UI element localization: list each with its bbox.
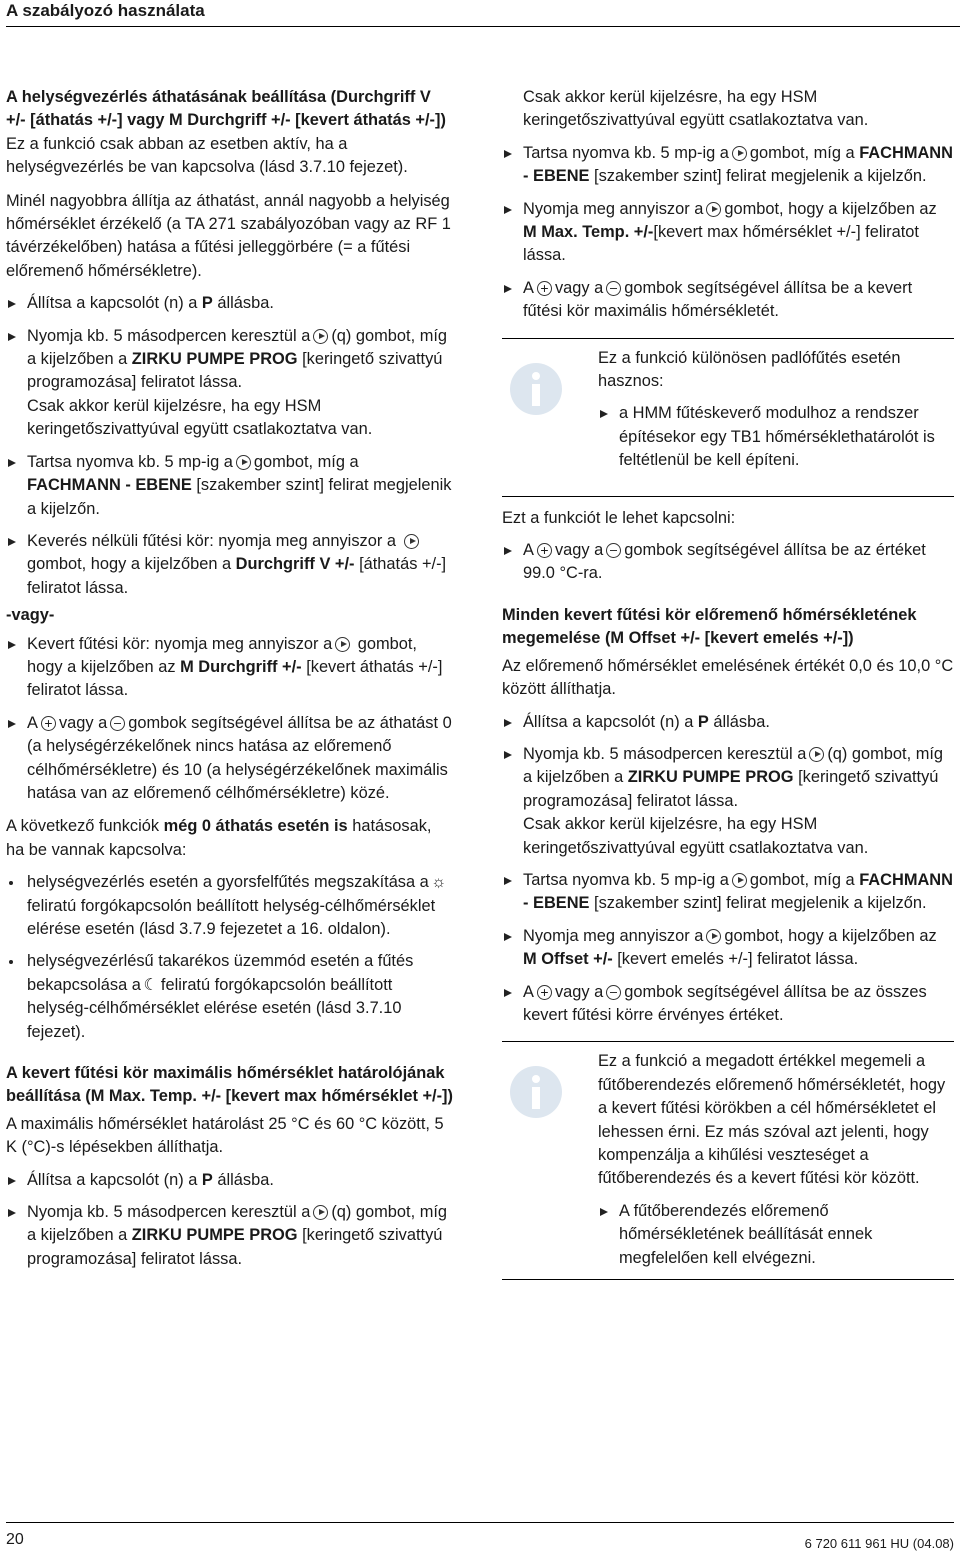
step-item: Kevert fűtési kör: nyomja meg annyiszor a gombot, hogy a kijelzőben az M Durchgriff +/- [kevert áthatás +/-] feliratot lássa. xyxy=(6,633,454,703)
info-step-item: a HMM fűtéskeverő modulhoz a rendszer építésekor egy TB1 hőmérséklethatárolót is feltétlenül be kell építeni. xyxy=(598,402,954,472)
or-separator: -vagy- xyxy=(6,606,55,625)
paragraph: Ezt a funkciót le lehet kapcsolni: xyxy=(502,508,736,527)
step-item: A+ vagy a gombok segítségével állítsa be az áthatást 0 (a helységérzékelőnek nincs hatása az előremenő célhőmérsékletre) és 10 (a helységérzékelőnek maximális hatása van az előremenő célhőmérsékletre) közé. xyxy=(6,712,454,806)
info-icon xyxy=(510,1066,562,1118)
info-icon xyxy=(510,363,562,415)
page-number: 20 xyxy=(6,1531,24,1548)
step-item: Nyomja kb. 5 másodpercen keresztül a (q) gombot, míg a kijelzőben a ZIRKU PUMPE PROG [keringető szivattyú programozása] feliratot lássa. xyxy=(6,1201,454,1271)
step-item: Állítsa a kapcsolót (n) a P állásba. xyxy=(6,1169,454,1192)
plus-button-icon xyxy=(537,985,552,1000)
info-step-item: A fűtőberendezés előremenő hőmérsékletének beállítását ennek megfelelően kell elvégezni. xyxy=(598,1200,954,1270)
sun-icon: ☼ xyxy=(431,873,447,892)
info-note-box xyxy=(502,1041,954,1280)
forward-button-icon xyxy=(732,146,747,161)
right-column xyxy=(502,86,954,1280)
plus-button-icon xyxy=(41,716,56,731)
step-item: Tartsa nyomva kb. 5 mp-ig a gombot, míg a FACHMANN - EBENE [szakember szint] felirat megjelenik a kijelzőn. xyxy=(6,451,454,521)
minus-button-icon xyxy=(110,716,125,731)
forward-button-icon xyxy=(313,329,328,344)
moon-icon: ☾ xyxy=(143,975,159,994)
info-text: Ez a funkció különösen padlófűtés esetén hasznos: xyxy=(598,348,901,391)
info-note-box xyxy=(502,338,954,497)
heading-room-influence: A helységvezérlés áthatásának beállítása (Durchgriff V +/- [áthatás +/-] vagy M Durchgriff +/- [kevert áthatás +/-]) xyxy=(6,88,446,130)
paragraph: A következő funkciók még 0 áthatás esetén is hatásosak, ha be vannak kapcsolva: xyxy=(6,817,432,859)
forward-button-icon xyxy=(706,202,721,217)
list-item: helységvezérlés esetén a gyorsfelfűtés megszakítása a ☼feliratú forgókapcsolón beállított helység-célhőmérséklet elérése esetén (lásd 3.7.9 fejezetet a 16. oldalon). xyxy=(6,871,454,941)
minus-button-icon xyxy=(606,281,621,296)
forward-button-icon xyxy=(404,534,419,549)
step-item: Tartsa nyomva kb. 5 mp-ig a gombot, míg a FACHMANN - EBENE [szakember szint] felirat megjelenik a kijelzőn. xyxy=(502,869,954,916)
step-item: Nyomja meg annyiszor a gombot, hogy a kijelzőben az M Offset +/- [kevert emelés +/-] feliratot lássa. xyxy=(502,925,954,972)
document-code: 6 720 611 961 HU (04.08) xyxy=(804,1536,954,1551)
paragraph: A maximális hőmérséklet határolást 25 °C és 60 °C között, 5 K (°C)-s lépésekben állíthatja. xyxy=(6,1114,444,1157)
step-item: Keverés nélküli fűtési kör: nyomja meg annyiszor a gombot, hogy a kijelzőben a Durchgriff V +/- [áthatás +/-] feliratot lássa. xyxy=(6,530,454,600)
step-item: Nyomja kb. 5 másodpercen keresztül a (q) gombot, míg a kijelzőben a ZIRKU PUMPE PROG [keringető szivattyú programozása] feliratot lássa. Csak akkor kerül kijelzésre, ha egy HSM keringetőszivattyúval együtt csatlakoztatva van. xyxy=(6,325,454,442)
forward-button-icon xyxy=(732,873,747,888)
left-column xyxy=(6,86,454,1271)
paragraph: Minél nagyobbra állítja az áthatást, annál nagyobb a helyiség hőmérséklet érzékelő (a TA 271 szabályozóban vagy az RF 1 távérzékelőben) hatása a fűtési jelleggörbére (= a fűtési előremenő hőmérsékletre). xyxy=(6,191,451,280)
step-item: Állítsa a kapcsolót (n) a P állásba. xyxy=(502,711,954,734)
forward-button-icon xyxy=(313,1205,328,1220)
minus-button-icon xyxy=(606,985,621,1000)
step-item: Nyomja meg annyiszor a gombot, hogy a kijelzőben az M Max. Temp. +/-[kevert max hőmérséklet +/-] feliratot lássa. xyxy=(502,198,954,268)
heading-offset: Minden kevert fűtési kör előremenő hőmérsékletének megemelése (M Offset +/- [kevert emelés +/-]) xyxy=(502,605,917,648)
plus-button-icon xyxy=(537,543,552,558)
step-item: Nyomja kb. 5 másodpercen keresztül a (q) gombot, míg a kijelzőben a ZIRKU PUMPE PROG [keringető szivattyú programozása] feliratot lássa. Csak akkor kerül kijelzésre, ha egy HSM keringetőszivattyúval együtt csatlakoztatva van. xyxy=(502,743,954,860)
plus-button-icon xyxy=(537,281,552,296)
paragraph: Csak akkor kerül kijelzésre, ha egy HSM keringetőszivattyúval együtt csatlakoztatva van. xyxy=(523,88,869,130)
step-item: A+ vagy a gombok segítségével állítsa be az értéket 99.0 °C-ra. xyxy=(502,539,954,586)
step-item: Állítsa a kapcsolót (n) a P állásba. xyxy=(6,292,454,315)
list-item: helységvezérlésű takarékos üzemmód esetén a fűtés bekapcsolása a ☾ feliratú forgókapcsolón beállított helység-célhőmérséklet elérése esetén (lásd 3.7.10 fejezet). xyxy=(6,950,454,1044)
forward-button-icon xyxy=(809,747,824,762)
forward-button-icon xyxy=(236,455,251,470)
forward-button-icon xyxy=(335,637,350,652)
page-footer xyxy=(6,1522,954,1553)
info-text: Ez a funkció a megadott értékkel megemeli a fűtőberendezés előremenő hőmérsékletét, hogy a kevert fűtési körökben a cél hőmérsékletet el lehessen érni. Ez más szóval azt jelenti, hogy kompenzálja a kihűlési veszteséget a fűtőberendezés és a kevert fűtési kör között. xyxy=(598,1052,946,1188)
section-title: A szabályozó használata xyxy=(6,1,205,20)
step-item: A+ vagy a gombok segítségével állítsa be a kevert fűtési kör maximális hőmérsékletét. xyxy=(502,277,954,324)
step-item: Tartsa nyomva kb. 5 mp-ig a gombot, míg a FACHMANN - EBENE [szakember szint] felirat megjelenik a kijelzőn. xyxy=(502,142,954,189)
heading-max-temp: A kevert fűtési kör maximális hőmérséklet határolójának beállítása (M Max. Temp. +/- [kevert max hőmérséklet +/-]) xyxy=(6,1064,453,1106)
paragraph: Az előremenő hőmérséklet emelésének értékét 0,0 és 10,0 °C között állíthatja. xyxy=(502,656,954,699)
page-header xyxy=(6,0,960,27)
step-item: A+ vagy a gombok segítségével állítsa be az összes kevert fűtési körre érvényes értéket. xyxy=(502,981,954,1028)
paragraph: Ez a funkció csak abban az esetben aktív, ha a helységvezérlés be van kapcsolva (lásd 3.7.10 fejezet). xyxy=(6,134,408,177)
minus-button-icon xyxy=(606,543,621,558)
forward-button-icon xyxy=(706,929,721,944)
